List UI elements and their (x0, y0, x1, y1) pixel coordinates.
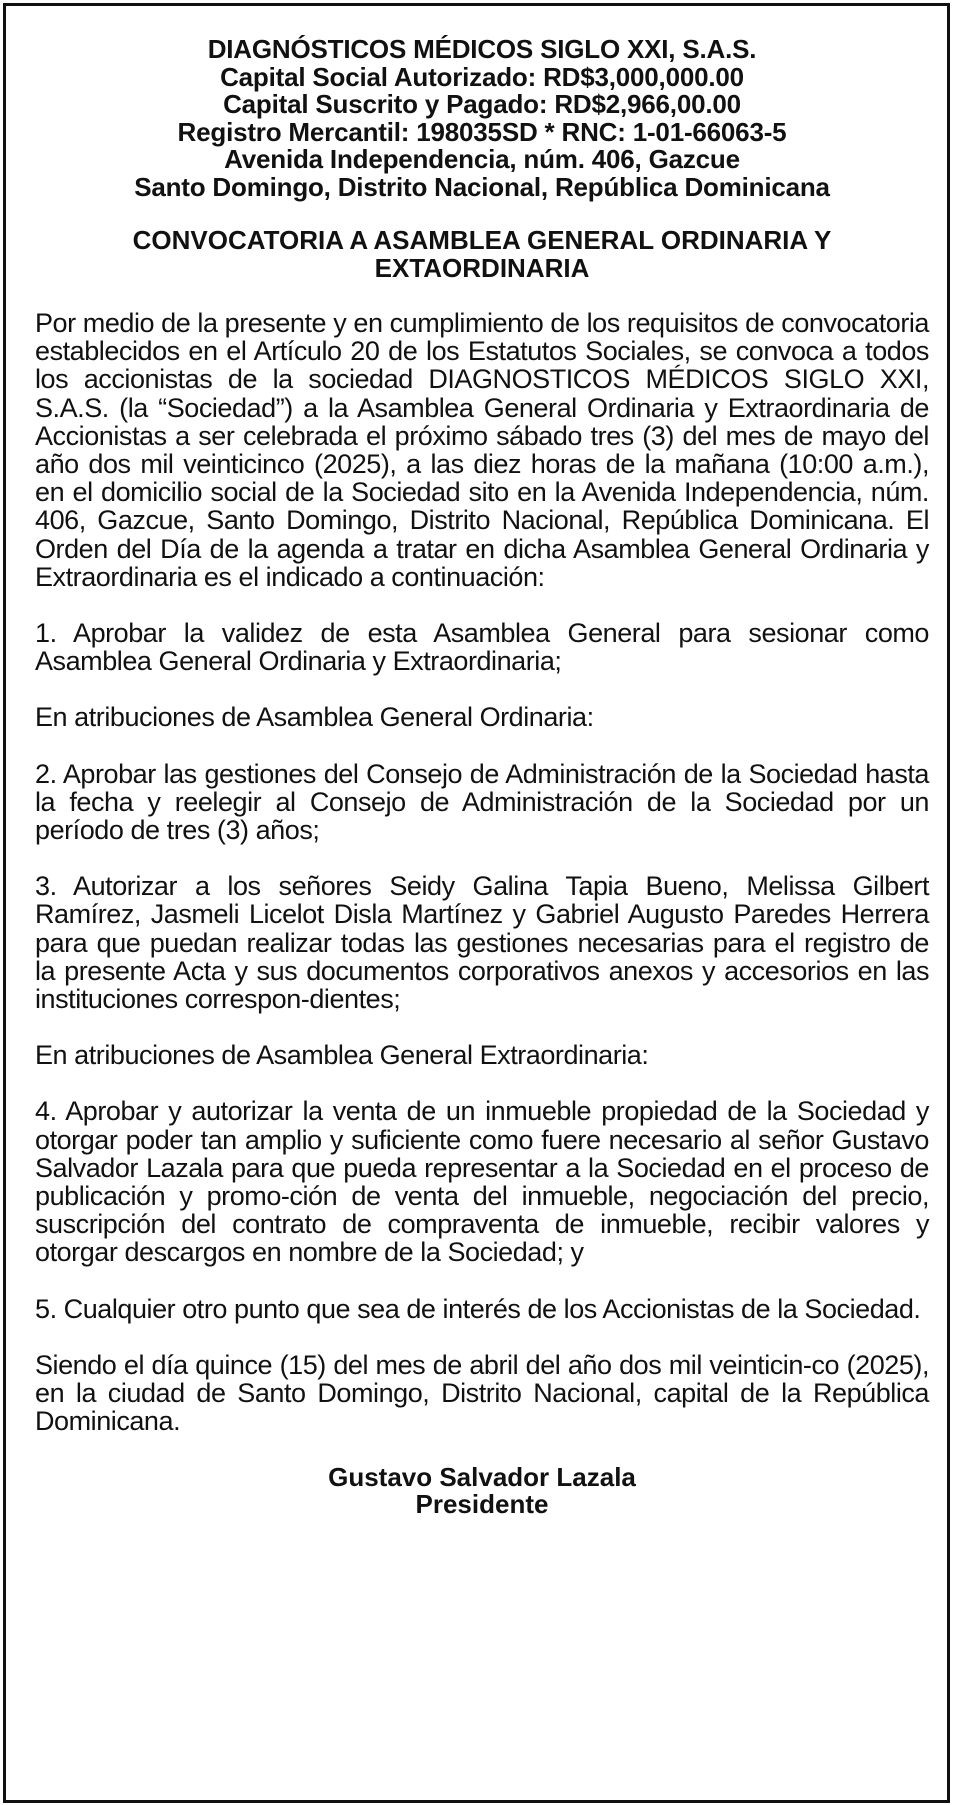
agenda-item-4: 4. Aprobar y autorizar la venta de un inmueble propiedad de la Sociedad y otorgar poder tan amplio y suficiente como fuere necesario al señor Gustavo Salvador Lazala para que pueda representar a la Sociedad en el proceso de publicación y promo-ción de venta del inmueble, negociación del precio, suscripción del contrato de compraventa de inmueble, recibir valores y otorgar descargos en nombre de la Sociedad; y (35, 1096, 929, 1268)
capital-authorized: Capital Social Autorizado: RD$3,000,000.00 (220, 61, 744, 92)
notice-body (35, 309, 929, 1436)
signatory-role: Presidente (415, 1489, 549, 1519)
agenda-item-3: 3. Autorizar a los señores Seidy Galina Tapia Bueno, Melissa Gilbert Ramírez, Jasmeli Licelot Disla Martínez y Gabriel Augusto Paredes Herrera para que puedan realizar todas las gestiones necesarias para el registro de la presente Acta y sus documentos corporativos anexos y accesorios en las instituciones correspon-dientes; (35, 871, 929, 1015)
extraordinary-heading: En atribuciones de Asamblea General Extraordinaria: (35, 1040, 649, 1071)
signatory-name: Gustavo Salvador Lazala (328, 1461, 636, 1492)
closing-paragraph: Siendo el día quince (15) del mes de abril del año dos mil veinticin-co (2025), en la ciudad de Santo Domingo, Distrito Nacional, capital de la República Dominicana. (35, 1349, 929, 1437)
notice-frame (3, 3, 950, 1803)
agenda-item-1: 1. Aprobar la validez de esta Asamblea General para sesionar como Asamblea General Ordinaria y Extraordinaria; (35, 618, 929, 677)
capital-subscribed: Capital Suscrito y Pagado: RD$2,966,00.00 (223, 89, 741, 119)
ordinary-heading: En atribuciones de Asamblea General Ordinaria: (35, 702, 594, 733)
agenda-item-2: 2. Aprobar las gestiones del Consejo de Administración de la Sociedad hasta la fecha y reelegir al Consejo de Administración de la Sociedad por un período de tres (3) años; (35, 758, 929, 846)
notice-title: CONVOCATORIA A ASAMBLEA GENERAL ORDINARIA Y EXTAORDINARIA (132, 225, 832, 283)
address-line-1: Avenida Independencia, núm. 406, Gazcue (224, 144, 740, 174)
intro-paragraph: Por medio de la presente y en cumplimiento de los requisitos de convocatoria establecidos en el Artículo 20 de los Estatutos Sociales, se convoca a todos los accionistas de la sociedad DIAGNOSTICOS MÉDICOS SIGLO XXI, S.A.S. (la “Sociedad”) a la Asamblea General Ordinaria y Extraordinaria de Accionistas a ser celebrada el próximo sábado tres (3) del mes de mayo del año dos mil veinticinco (2025), a las diez horas de la mañana (10:00 a.m.), en el domicilio social de la Sociedad sito en la Avenida Independencia, núm. 406, Gazcue, Santo Domingo, Distrito Nacional, República Dominicana. El Orden del Día de la agenda a tratar en dicha Asamblea General Ordinaria y Extraordinaria es el indicado a continuación: (35, 308, 929, 592)
registry-line: Registro Mercantil: 198035SD * RNC: 1-01-66063-5 (177, 116, 787, 147)
company-name: DIAGNÓSTICOS MÉDICOS SIGLO XXI, S.A.S. (207, 34, 757, 64)
notice-content (35, 36, 929, 1519)
agenda-item-5: 5. Cualquier otro punto que sea de interés de los Accionistas de la Sociedad. (35, 1293, 921, 1324)
signature-block (35, 1461, 929, 1519)
company-header (35, 36, 929, 201)
address-line-2: Santo Domingo, Distrito Nacional, República Dominicana (134, 171, 830, 202)
